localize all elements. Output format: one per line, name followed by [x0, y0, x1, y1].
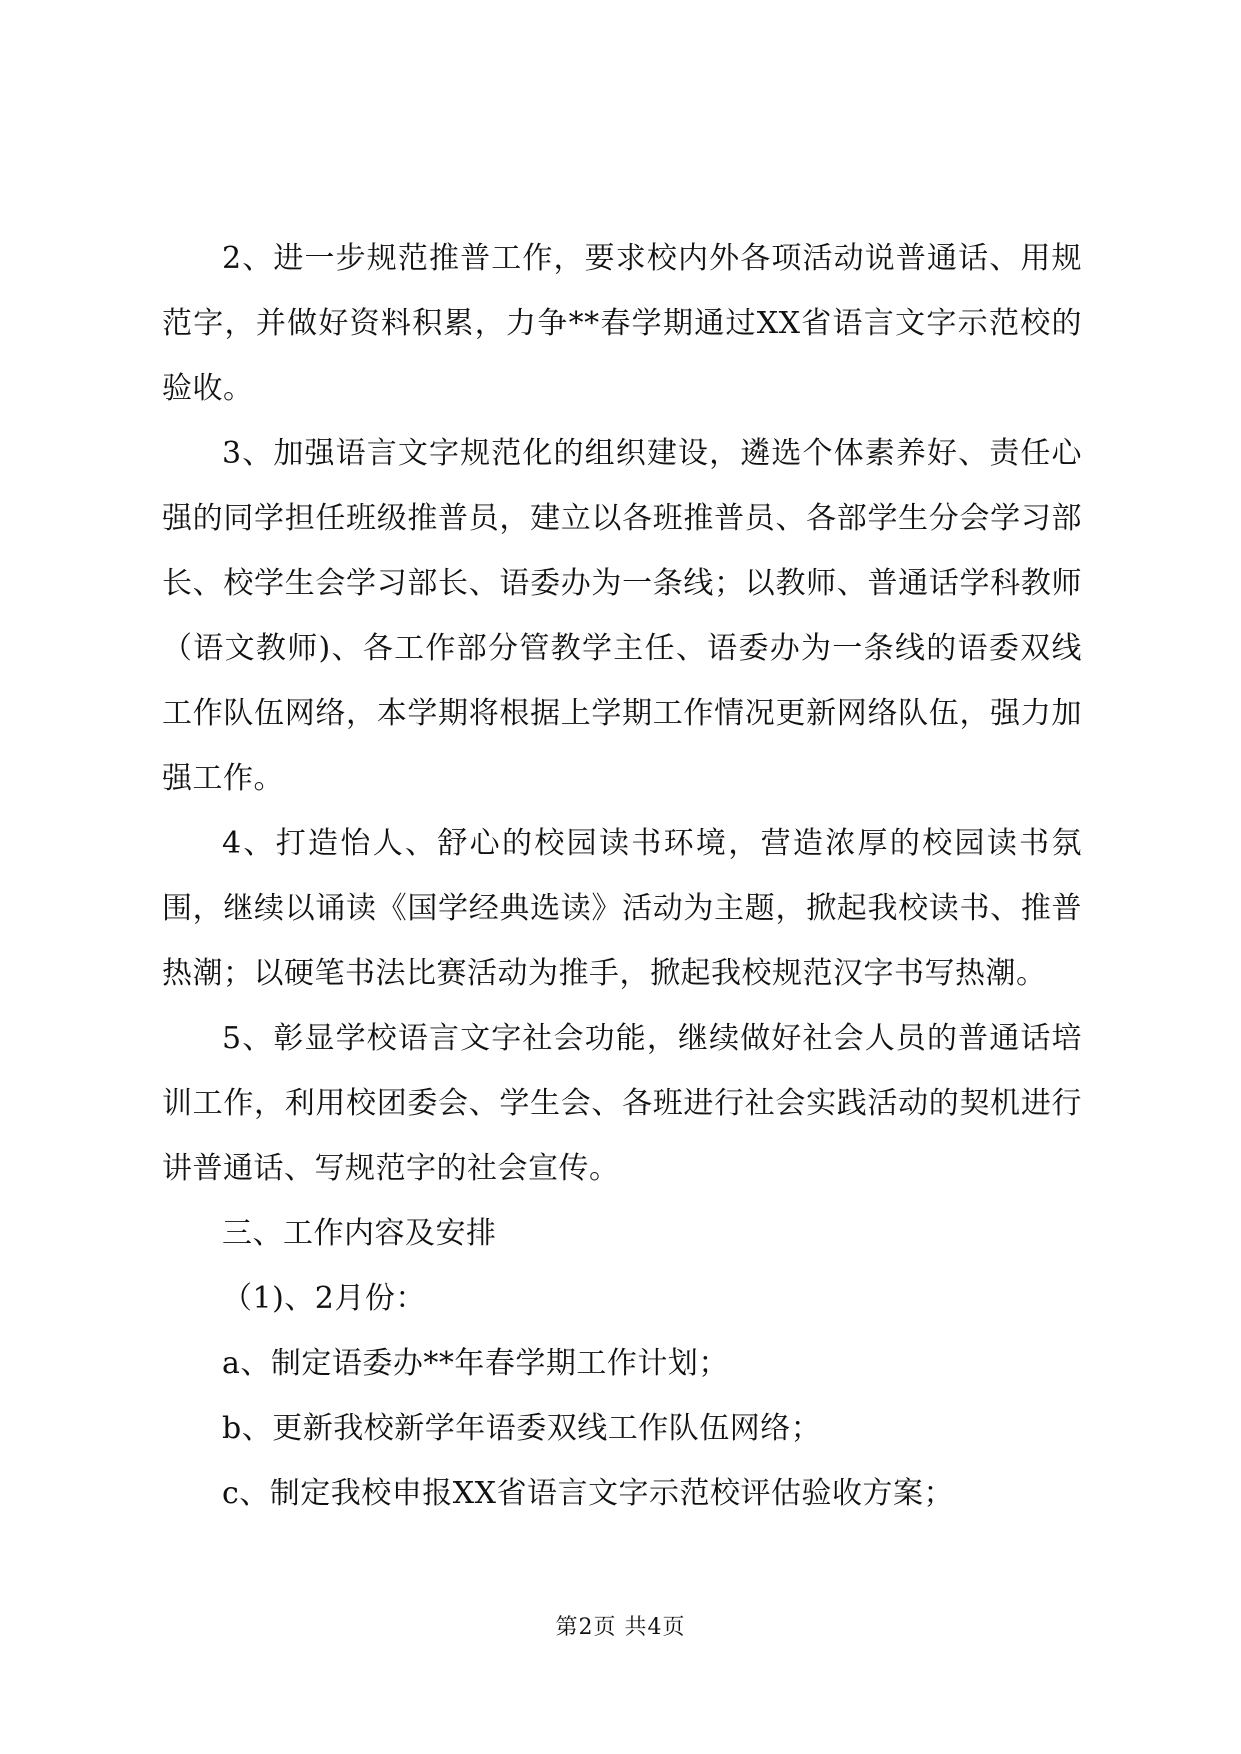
month-label: （1)、2月份： — [222, 1281, 426, 1316]
document-body — [162, 226, 1082, 1526]
paragraph-item-4: 4、打造怡人、舒心的校园读书环境，营造浓厚的校园读书氛围，继续以诵读《国学经典选读》活动为主题，掀起我校读书、推普热潮；以硬笔书法比赛活动为推手，掀起我校规范汉字书写热潮。 — [162, 826, 1082, 991]
page-indicator: 第2页 共4页 — [555, 1615, 686, 1640]
page-footer — [0, 1610, 1241, 1641]
paragraph-item-5: 5、彰显学校语言文字社会功能，继续做好社会人员的普通话培训工作，利用校团委会、学生会、各班进行社会实践活动的契机进行讲普通话、写规范字的社会宣传。 — [162, 1021, 1082, 1186]
section-heading: 三、工作内容及安排 — [222, 1216, 497, 1251]
paragraph-item-2: 2、进一步规范推普工作，要求校内外各项活动说普通话、用规范字，并做好资料积累，力争**春学期通过XX省语言文字示范校的验收。 — [162, 241, 1082, 406]
paragraph-item-3: 3、加强语言文字规范化的组织建设，遴选个体素养好、责任心强的同学担任班级推普员，建立以各班推普员、各部学生分会学习部长、校学生会学习部长、语委办为一条线；以教师、普通话学科教师（语文教师)、各工作部分管教学主任、语委办为一条线的语委双线工作队伍网络，本学期将根据上学期工作情况更新网络队伍，强力加强工作。 — [162, 436, 1082, 796]
list-item-b: b、更新我校新学年语委双线工作队伍网络； — [222, 1411, 822, 1446]
list-item-a: a、制定语委办**年春学期工作计划； — [222, 1346, 729, 1381]
list-item-c: c、制定我校申报XX省语言文字示范校评估验收方案； — [222, 1476, 955, 1511]
